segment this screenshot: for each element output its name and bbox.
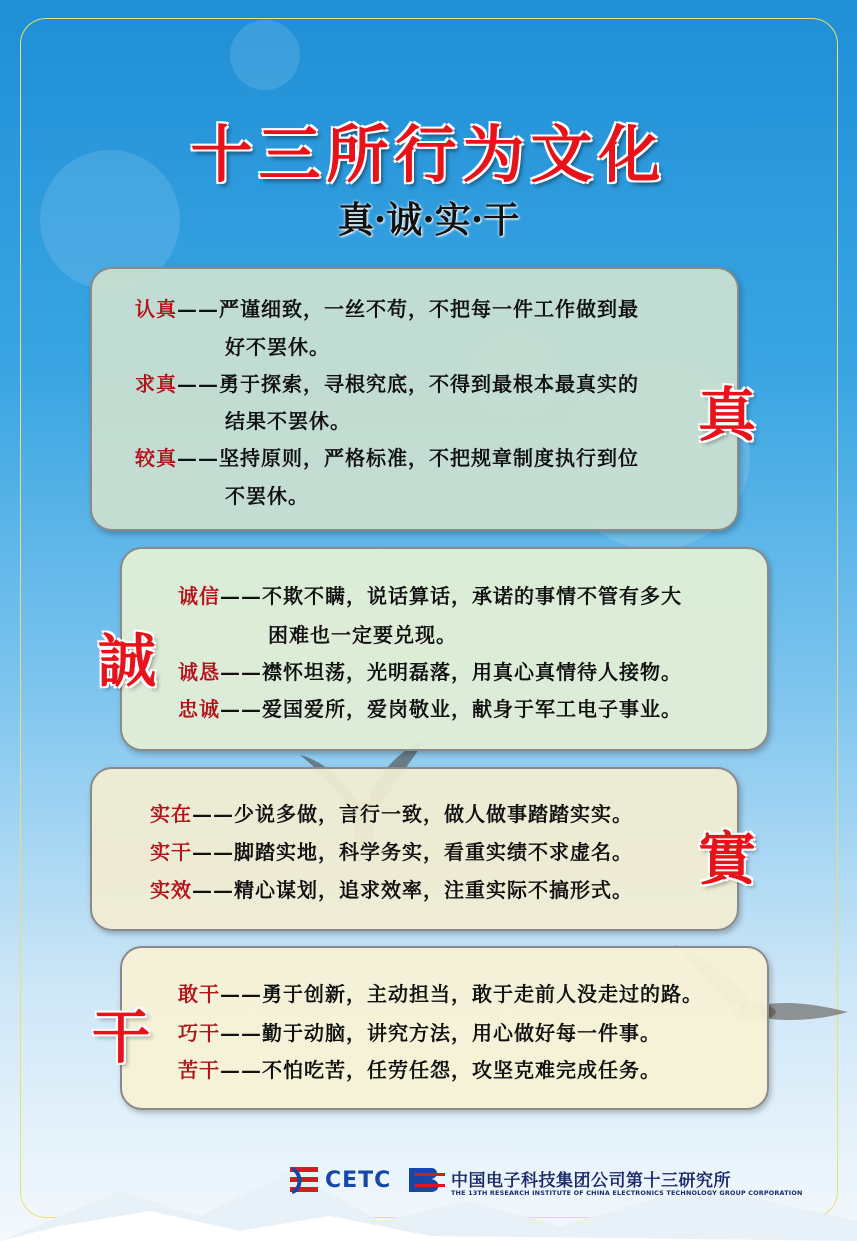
item-dash: —— xyxy=(192,802,234,826)
item-text: 爱国爱所，爱岗敬业，献身于军工电子事业。 xyxy=(262,697,682,721)
section-item-continuation: 好不罢休。 xyxy=(225,335,330,359)
item-dash: —— xyxy=(177,297,219,321)
section-item xyxy=(178,656,682,685)
poster-subtitle: 真·诚·实·干 xyxy=(337,199,520,241)
item-text: 严谨细致，一丝不苟，不把每一件工作做到最 xyxy=(219,297,639,321)
item-term: 苦干 xyxy=(178,1058,220,1082)
organization-name: 中国电子科技集团公司第十三研究所 xyxy=(451,1171,731,1191)
item-term: 诚信 xyxy=(178,584,220,608)
section-item-continuation: 结果不罢休。 xyxy=(225,409,351,433)
item-text: 勇于探索，寻根究底，不得到最根本最真实的 xyxy=(219,372,639,396)
section-item xyxy=(135,368,639,397)
section-item xyxy=(178,978,703,1007)
institute-logo-icon xyxy=(405,1164,445,1196)
section-item xyxy=(150,836,633,865)
cetc-wordmark: CETC xyxy=(325,1168,392,1193)
item-dash: —— xyxy=(192,840,234,864)
item-text: 坚持原则，严格标准，不把规章制度执行到位 xyxy=(219,446,639,470)
item-dash: —— xyxy=(220,982,262,1006)
item-text: 勇于创新，主动担当，敢于走前人没走过的路。 xyxy=(262,982,703,1006)
item-dash: —— xyxy=(220,584,262,608)
item-term: 较真 xyxy=(135,446,177,470)
organization-name-english: THE 13TH RESEARCH INSTITUTE OF CHINA ELECTRONICS TECHNOLOGY GROUP CORPORATION xyxy=(451,1189,803,1197)
section-item xyxy=(150,798,633,827)
item-dash: —— xyxy=(220,1021,262,1045)
big-character-cheng: 誠 xyxy=(98,627,157,695)
item-text: 不欺不瞒，说话算话，承诺的事情不管有多大 xyxy=(262,584,682,608)
item-term: 实在 xyxy=(150,802,192,826)
item-text: 脚踏实地，科学务实，看重实绩不求虚名。 xyxy=(234,840,633,864)
item-term: 实干 xyxy=(150,840,192,864)
item-term: 诚恳 xyxy=(178,660,220,684)
section-item xyxy=(135,442,639,471)
item-dash: —— xyxy=(220,1058,262,1082)
big-character-gan: 干 xyxy=(92,1003,151,1071)
poster-title: 十三所行为文化 xyxy=(190,118,667,191)
item-dash: —— xyxy=(220,697,262,721)
section-item xyxy=(178,1017,661,1046)
big-character-shi: 實 xyxy=(698,825,757,893)
item-term: 敢干 xyxy=(178,982,220,1006)
item-term: 实效 xyxy=(150,878,192,902)
item-dash: —— xyxy=(220,660,262,684)
section-item xyxy=(178,1054,661,1083)
item-text: 勤于动脑，讲究方法，用心做好每一件事。 xyxy=(262,1021,661,1045)
item-term: 巧干 xyxy=(178,1021,220,1045)
section-item xyxy=(150,874,633,903)
item-text: 襟怀坦荡，光明磊落，用真心真情待人接物。 xyxy=(262,660,682,684)
item-dash: —— xyxy=(177,372,219,396)
item-term: 认真 xyxy=(135,297,177,321)
item-dash: —— xyxy=(192,878,234,902)
item-dash: —— xyxy=(177,446,219,470)
item-term: 忠诚 xyxy=(178,697,220,721)
item-text: 不怕吃苦，任劳任怨，攻坚克难完成任务。 xyxy=(262,1058,661,1082)
item-term: 求真 xyxy=(135,372,177,396)
item-text: 少说多做，言行一致，做人做事踏踏实实。 xyxy=(234,802,633,826)
section-item-continuation: 困难也一定要兑现。 xyxy=(268,623,457,647)
section-item xyxy=(135,293,639,322)
section-item-continuation: 不罢休。 xyxy=(225,484,309,508)
section-item xyxy=(178,580,682,609)
big-character-zhen: 真 xyxy=(698,381,757,449)
cetc-logo-icon xyxy=(288,1164,322,1196)
section-item xyxy=(178,693,682,722)
item-text: 精心谋划，追求效率，注重实际不搞形式。 xyxy=(234,878,633,902)
